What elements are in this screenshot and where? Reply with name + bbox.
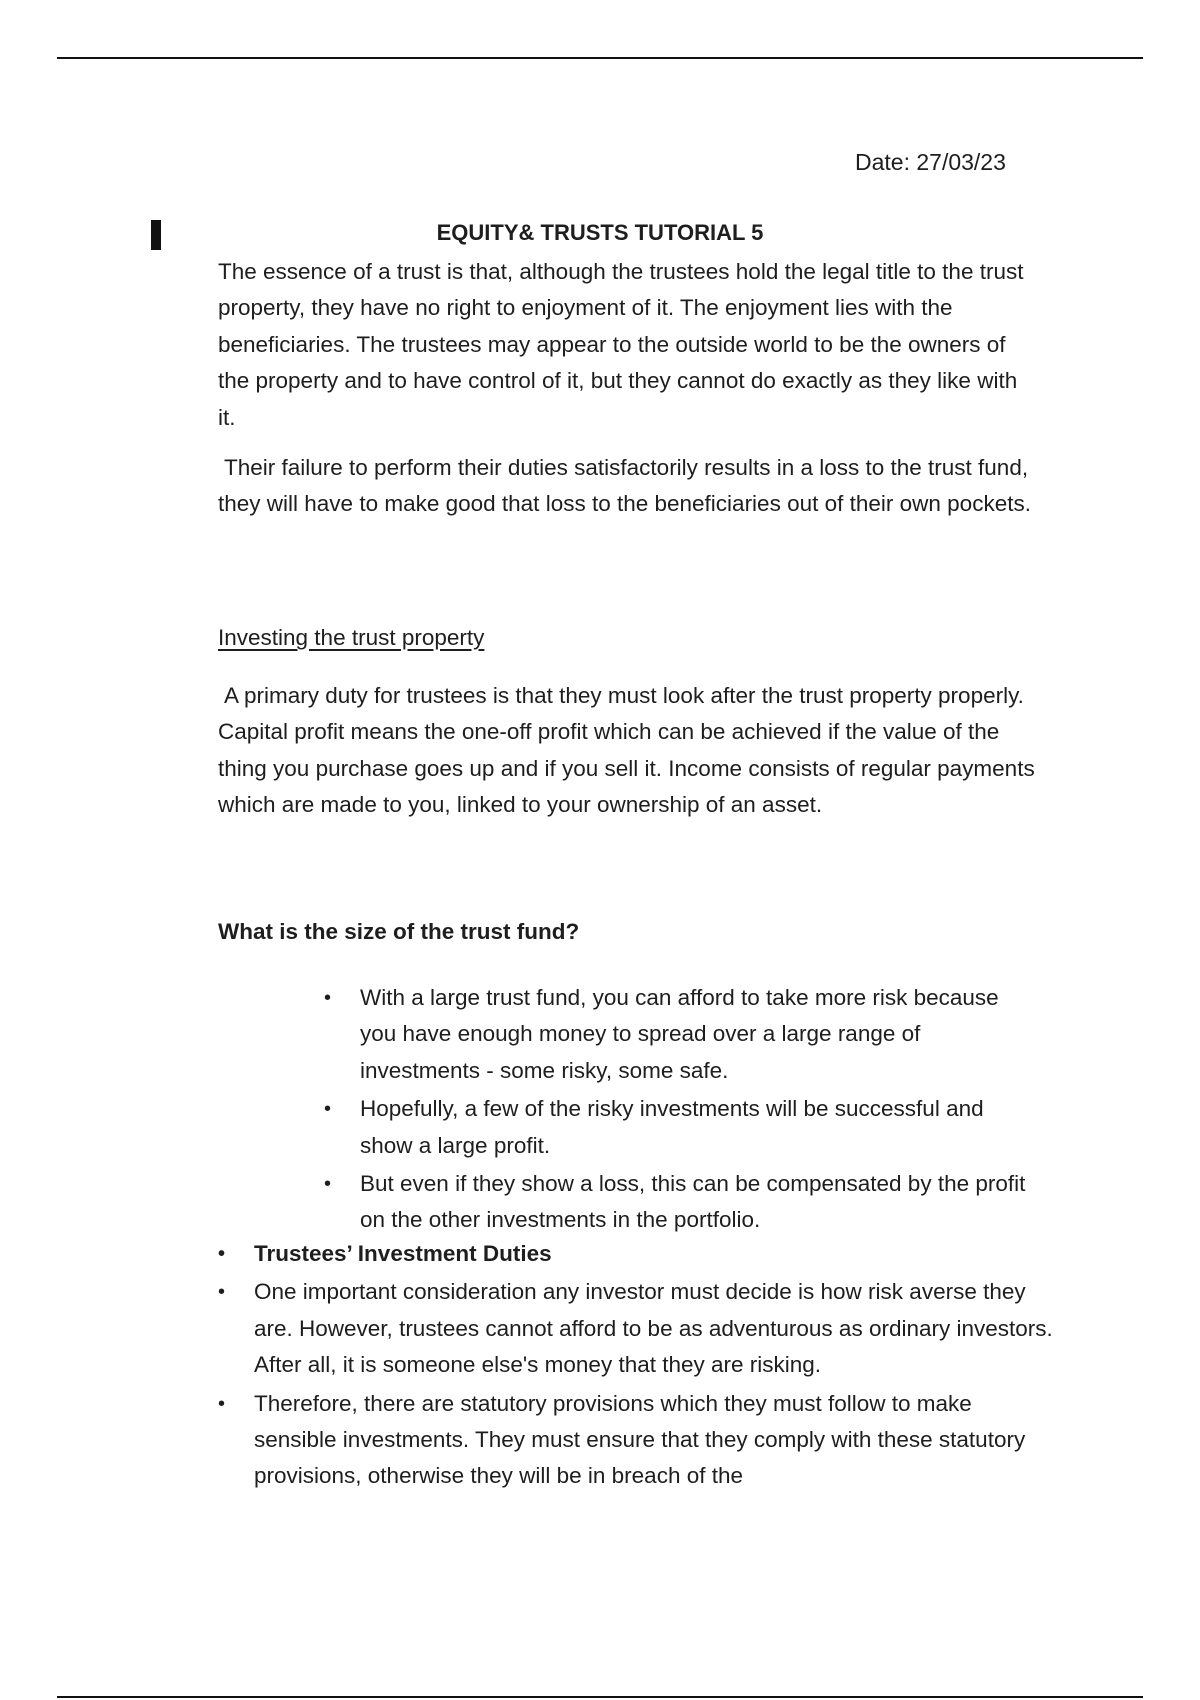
document-date: Date: 27/03/23 <box>855 149 1006 175</box>
bullet-icon: • <box>324 1098 332 1121</box>
list-item-text: Hopefully, a few of the risky investments will be successful and show a large profit. <box>360 1096 984 1158</box>
list-item-text: But even if they show a loss, this can be compensated by the profit on the other investments in the portfolio. <box>360 1171 1026 1233</box>
list-item-text: Trustees’ Investment Duties <box>254 1241 552 1266</box>
section-heading-fund-size: What is the size of the trust fund? <box>218 919 580 944</box>
bullet-icon: • <box>218 1281 226 1304</box>
section-heading-investing: Investing the trust property <box>218 625 485 650</box>
list-item <box>324 1166 1030 1239</box>
bullet-icon: • <box>324 987 332 1009</box>
list-item-text: With a large trust fund, you can afford to take more risk because you have enough money to spread over a large range of investments - some risky, some safe. <box>360 985 999 1083</box>
list-item <box>324 1091 1030 1164</box>
paragraph-trustee-failure: Their failure to perform their duties satisfactorily results in a loss to the trust fund, they will have to make good that loss to the beneficiaries out of their own pockets. <box>218 455 1031 517</box>
list-item <box>324 980 1030 1089</box>
list-item <box>218 1386 1054 1495</box>
bullet-icon: • <box>324 1173 332 1196</box>
list-item-text: Therefore, there are statutory provisions which they must follow to make sensible investments. They must ensure that they comply with these statutory provisions, otherwise they will be in breach of the <box>254 1390 1026 1489</box>
top-border-line <box>57 57 1143 59</box>
fund-size-bullet-list <box>324 980 1030 1241</box>
investment-duties-bullet-list <box>218 1236 1054 1497</box>
bottom-border-line <box>57 1696 1143 1698</box>
list-item <box>218 1274 1054 1383</box>
list-item-text: One important consideration any investor must decide is how risk averse they are. However, trustees cannot afford to be as adventurous as ordinary investors. After all, it is someone else's money that they are risking. <box>254 1279 1053 1378</box>
document-title: EQUITY& TRUSTS TUTORIAL 5 <box>436 220 764 245</box>
bullet-icon: • <box>218 1243 226 1265</box>
paragraph-trust-essence: The essence of a trust is that, although the trustees hold the legal title to the trust property, they have no right to enjoyment of it. The enjoyment lies with the beneficiaries. The trustees may appear to the outside world to be the owners of the property and to have control of it, but they cannot do exactly as they like with it. <box>218 259 1024 430</box>
bullet-icon: • <box>218 1392 226 1415</box>
paragraph-primary-duty: A primary duty for trustees is that they must look after the trust property properly. Capital profit means the one-off profit which can be achieved if the value of the thing you purchase goes up and if you sell it. Income consists of regular payments which are made to you, linked to your ownership of an asset. <box>218 683 1035 818</box>
list-item <box>218 1236 1054 1272</box>
